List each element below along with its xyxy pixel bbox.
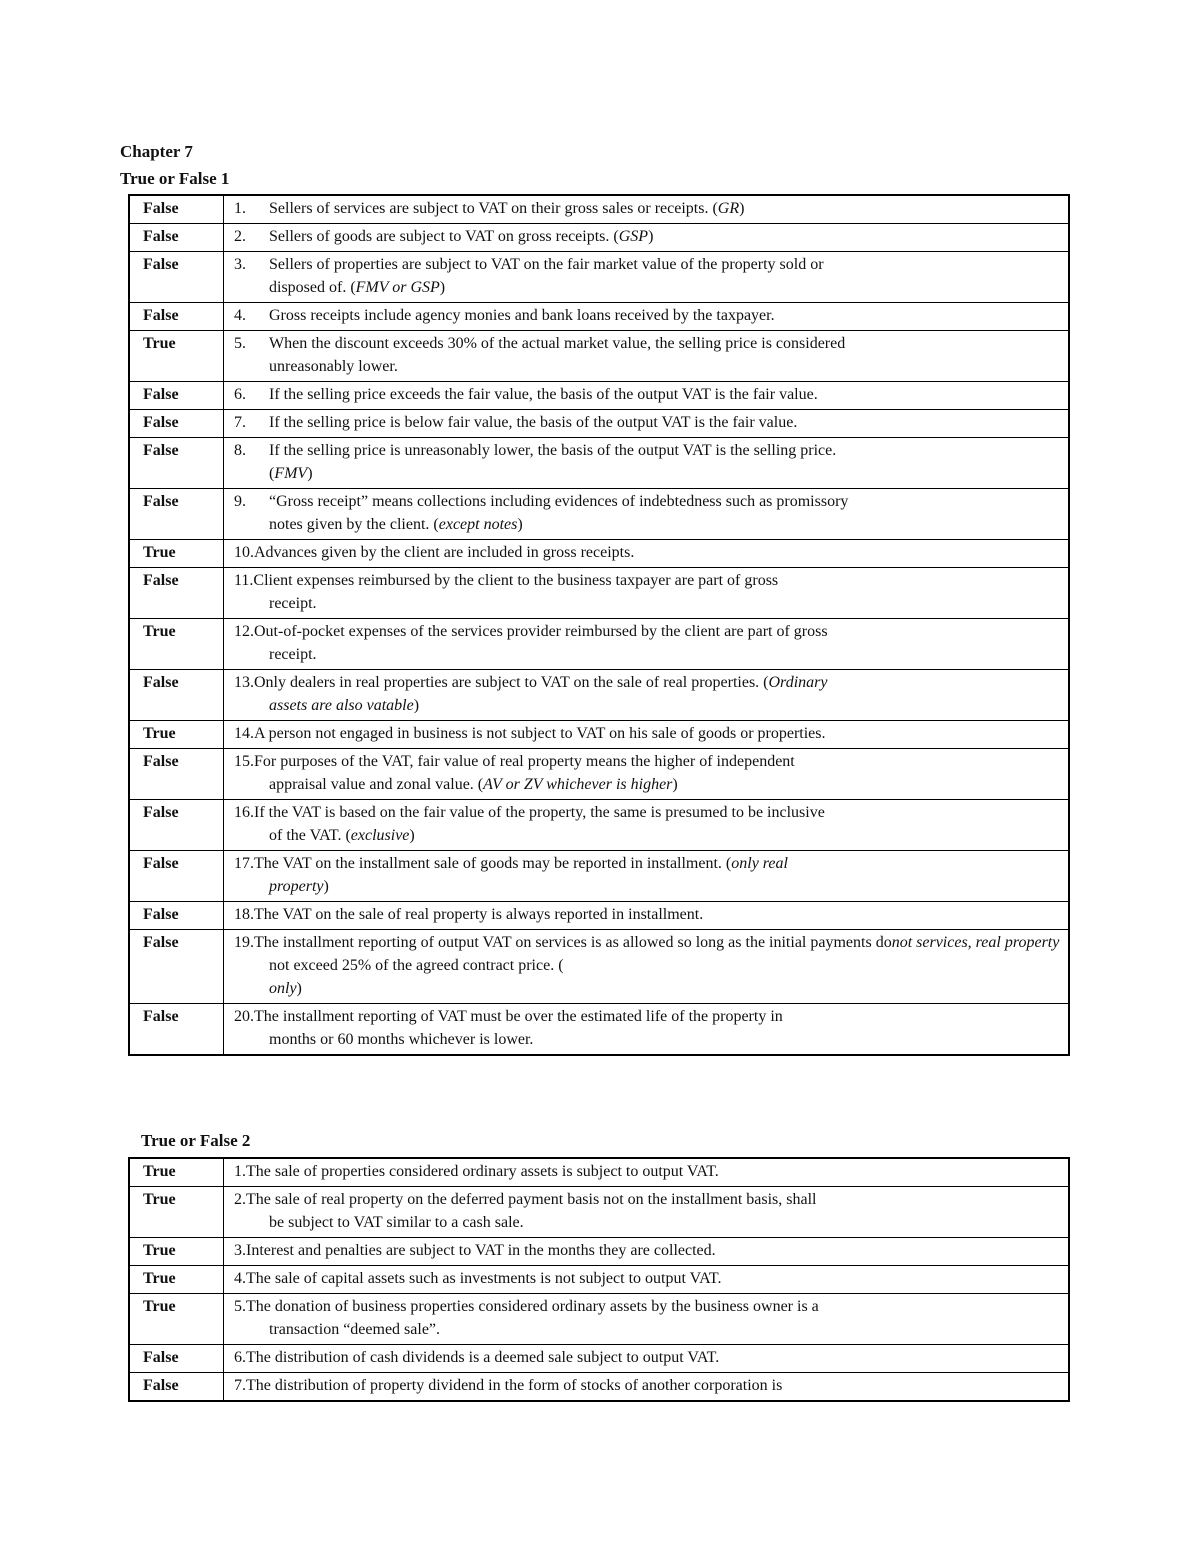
answer-cell: True (129, 619, 224, 670)
table-row (129, 1373, 1069, 1402)
question-cell (224, 540, 1070, 568)
question-text: If the selling price is unreasonably lower, the basis of the output VAT is the selling price. (269, 442, 837, 459)
question-text: For purposes of the VAT, fair value of real property means the higher of independent (254, 753, 795, 770)
answer-note: FMV or GSP (355, 279, 440, 296)
question-text: The VAT on the sale of real property is always reported in installment. (254, 906, 704, 923)
question-cell (224, 902, 1070, 930)
answer-cell: True (129, 721, 224, 749)
answer-note: exclusive (350, 827, 410, 844)
question-number: 14. (234, 725, 254, 742)
question-number: 7. (234, 414, 246, 431)
chapter-heading: Chapter 7 (120, 142, 193, 161)
question-text: The VAT on the installment sale of goods may be reported in installment. (only real (254, 855, 788, 872)
table-row (129, 1187, 1069, 1238)
answer-cell: False (129, 252, 224, 303)
answer-cell: True (129, 540, 224, 568)
answer-note: only real (731, 855, 788, 872)
question-number: 8. (234, 442, 246, 459)
table-row (129, 851, 1069, 902)
question-text: When the discount exceeds 30% of the actual market value, the selling price is considered (269, 335, 846, 352)
table-row (129, 438, 1069, 489)
question-cell: 9. “Gross receipt” means collections including evidences of indebtedness such as promissory notes given by the client. (except notes) (224, 489, 1070, 540)
answer-cell: False (129, 670, 224, 721)
question-cell (224, 303, 1070, 331)
table-row (129, 382, 1069, 410)
question-number: 2. (234, 1191, 246, 1208)
answer-note: GR (717, 200, 740, 217)
table-row (129, 902, 1069, 930)
question-number: 6. (234, 386, 246, 403)
answer-cell: False (129, 800, 224, 851)
answer-cell: True (129, 1158, 224, 1187)
answer-cell: False (129, 410, 224, 438)
table-row (129, 721, 1069, 749)
answer-cell: False (129, 749, 224, 800)
question-number: 11. (234, 572, 254, 589)
question-text: If the selling price is below fair value, the basis of the output VAT is the fair value. (269, 414, 798, 431)
question-number: 13. (234, 674, 254, 691)
question-text: Interest and penalties are subject to VAT in the months they are collected. (246, 1242, 716, 1259)
question-text: Sellers of properties are subject to VAT on the fair market value of the property sold or (269, 256, 824, 273)
question-text: Gross receipts include agency monies and bank loans received by the taxpayer. (269, 307, 775, 324)
table-row (129, 224, 1069, 252)
question-cell (224, 224, 1070, 252)
answer-cell: True (129, 1238, 224, 1266)
question-text: Advances given by the client are included in gross receipts. (254, 544, 635, 561)
question-number: 20. (234, 1008, 254, 1025)
true-false-table-1 (128, 194, 1070, 1056)
question-cell: 5. The donation of business properties considered ordinary assets by the business owner is a transaction “deemed sale”. (224, 1294, 1070, 1345)
answer-cell: False (129, 568, 224, 619)
question-cell: 19. The installment reporting of output VAT on services is as allowed so long as the initial payments donot services, real property not exceed 25% of the agreed contract price. ( only) (224, 930, 1070, 1004)
question-text: The installment reporting of output VAT on services is as allowed so long as the initial payments donot services, real property (254, 934, 1060, 951)
table-row (129, 303, 1069, 331)
question-cell: 5. When the discount exceeds 30% of the actual market value, the selling price is considered unreasonably lower. (224, 331, 1070, 382)
question-cell: 15. For purposes of the VAT, fair value of real property means the higher of independent appraisal value and zonal value. (AV or ZV whichever is higher) (224, 749, 1070, 800)
question-text: The sale of properties considered ordinary assets is subject to output VAT. (246, 1163, 719, 1180)
question-number: 17. (234, 855, 254, 872)
table-row (129, 1238, 1069, 1266)
question-number: 15. (234, 753, 254, 770)
answer-cell: False (129, 489, 224, 540)
answer-note: not services, real property (891, 934, 1060, 951)
question-text: Only dealers in real properties are subject to VAT on the sale of real properties. (Ordinary (254, 674, 828, 691)
question-cell: 8. If the selling price is unreasonably lower, the basis of the output VAT is the selling price. (FMV) (224, 438, 1070, 489)
question-text: “Gross receipt” means collections including evidences of indebtedness such as promissory (269, 493, 849, 510)
answer-cell: False (129, 851, 224, 902)
question-cell (224, 410, 1070, 438)
question-cell: 3. Sellers of properties are subject to VAT on the fair market value of the property sold or disposed of. (FMV or GSP) (224, 252, 1070, 303)
question-cell (224, 721, 1070, 749)
true-false-table-2 (128, 1157, 1070, 1402)
answer-cell: False (129, 195, 224, 224)
question-text: The distribution of property dividend in the form of stocks of another corporation is (246, 1377, 783, 1394)
question-number: 6. (234, 1349, 246, 1366)
question-cell: 11. Client expenses reimbursed by the client to the business taxpayer are part of gross receipt. (224, 568, 1070, 619)
table-row (129, 800, 1069, 851)
question-number: 16. (234, 804, 254, 821)
question-number: 18. (234, 906, 254, 923)
table-row (129, 540, 1069, 568)
question-number: 2. (234, 228, 246, 245)
question-cell (224, 1158, 1070, 1187)
answer-cell: False (129, 1373, 224, 1402)
question-text: The donation of business properties considered ordinary assets by the business owner is a (246, 1298, 819, 1315)
answer-cell: False (129, 382, 224, 410)
table-row (129, 331, 1069, 382)
question-cell (224, 195, 1070, 224)
question-text: Sellers of services are subject to VAT on their gross sales or receipts. (GR) (269, 200, 745, 217)
table-row (129, 1345, 1069, 1373)
set1-heading: True or False 1 (120, 169, 230, 188)
table-row (129, 1294, 1069, 1345)
question-number: 3. (234, 256, 246, 273)
question-cell (224, 1345, 1070, 1373)
answer-note: GSP (618, 228, 649, 245)
question-number: 19. (234, 934, 254, 951)
question-cell: 16. If the VAT is based on the fair value of the property, the same is presumed to be inclusive of the VAT. (exclusive) (224, 800, 1070, 851)
table-row (129, 252, 1069, 303)
table-row (129, 749, 1069, 800)
question-number: 1. (234, 200, 246, 217)
set2-heading: True or False 2 (141, 1131, 251, 1150)
question-cell: 2. The sale of real property on the deferred payment basis not on the installment basis, shall be subject to VAT similar to a cash sale. (224, 1187, 1070, 1238)
answer-cell: False (129, 438, 224, 489)
question-text: The installment reporting of VAT must be over the estimated life of the property in (254, 1008, 783, 1025)
question-cell: 20. The installment reporting of VAT must be over the estimated life of the property in months or 60 months whichever is lower. (224, 1004, 1070, 1056)
question-cell (224, 382, 1070, 410)
question-number: 5. (234, 335, 246, 352)
answer-cell: False (129, 1004, 224, 1056)
table-row (129, 619, 1069, 670)
answer-cell: False (129, 902, 224, 930)
question-text: Sellers of goods are subject to VAT on gross receipts. (GSP) (269, 228, 654, 245)
question-text: If the VAT is based on the fair value of the property, the same is presumed to be inclusive (254, 804, 825, 821)
question-number: 10. (234, 544, 254, 561)
answer-cell: False (129, 1345, 224, 1373)
answer-note: AV or ZV whichever is higher (483, 776, 673, 793)
answer-cell: True (129, 1294, 224, 1345)
answer-note: Ordinary (768, 674, 828, 691)
table-row (129, 195, 1069, 224)
table-row (129, 489, 1069, 540)
question-text: The distribution of cash dividends is a deemed sale subject to output VAT. (246, 1349, 720, 1366)
answer-note: assets are also vatable (269, 697, 414, 714)
question-number: 7. (234, 1377, 246, 1394)
question-number: 4. (234, 307, 246, 324)
question-text: The sale of real property on the deferred payment basis not on the installment basis, shall (246, 1191, 817, 1208)
answer-note: only (269, 980, 297, 997)
answer-cell: False (129, 303, 224, 331)
question-text: Out-of-pocket expenses of the services provider reimbursed by the client are part of gross (254, 623, 828, 640)
answer-note: except notes (438, 516, 518, 533)
question-number: 5. (234, 1298, 246, 1315)
answer-cell: True (129, 1266, 224, 1294)
question-number: 1. (234, 1163, 246, 1180)
question-number: 3. (234, 1242, 246, 1259)
table-row (129, 1266, 1069, 1294)
answer-cell: False (129, 224, 224, 252)
question-number: 9. (234, 493, 246, 510)
question-cell (224, 1238, 1070, 1266)
table-row (129, 1158, 1069, 1187)
question-text: A person not engaged in business is not subject to VAT on his sale of goods or properties. (254, 725, 826, 742)
question-cell: 17. The VAT on the installment sale of goods may be reported in installment. (only real property) (224, 851, 1070, 902)
answer-cell: False (129, 930, 224, 1004)
answer-note: property (269, 878, 324, 895)
answer-cell: True (129, 331, 224, 382)
question-cell: 13. Only dealers in real properties are subject to VAT on the sale of real properties. (Ordinary assets are also vatable) (224, 670, 1070, 721)
question-text: The sale of capital assets such as investments is not subject to output VAT. (246, 1270, 722, 1287)
table-row (129, 670, 1069, 721)
table-row (129, 930, 1069, 1004)
question-text: If the selling price exceeds the fair value, the basis of the output VAT is the fair value. (269, 386, 818, 403)
question-cell (224, 1266, 1070, 1294)
question-cell (224, 1373, 1070, 1402)
question-text: Client expenses reimbursed by the client to the business taxpayer are part of gross (253, 572, 779, 589)
table-row (129, 568, 1069, 619)
question-cell: 12. Out-of-pocket expenses of the services provider reimbursed by the client are part of gross receipt. (224, 619, 1070, 670)
answer-note: FMV (274, 465, 308, 482)
answer-cell: True (129, 1187, 224, 1238)
table-row (129, 1004, 1069, 1056)
question-number: 4. (234, 1270, 246, 1287)
table-row (129, 410, 1069, 438)
question-number: 12. (234, 623, 254, 640)
